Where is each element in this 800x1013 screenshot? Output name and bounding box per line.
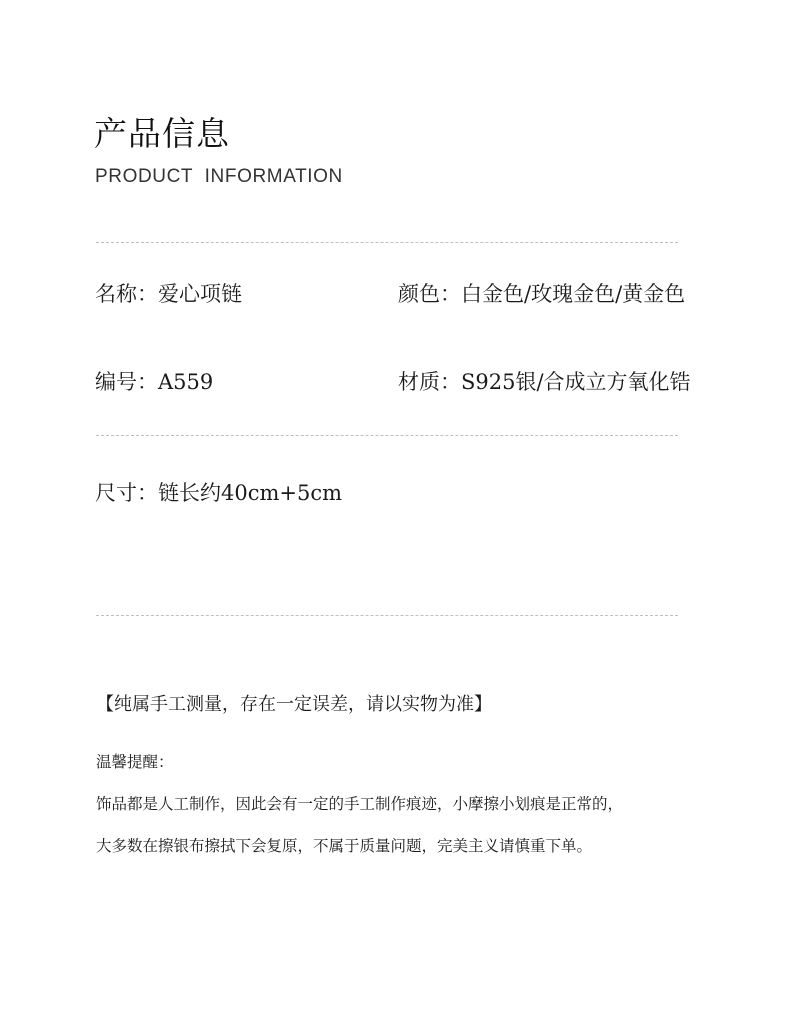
measurement-disclaimer: 【纯属手工测量，存在一定误差，请以实物为准】: [96, 694, 492, 715]
page-title: 产品信息: [94, 114, 230, 153]
product-material-field: 材质：S925银/合成立方氧化锆: [398, 370, 691, 394]
reminder-line-2: 大多数在擦银布擦拭下会复原，不属于质量问题，完美主义请慎重下单。: [96, 837, 593, 855]
product-color-field: 颜色：白金色/玫瑰金色/黄金色: [398, 282, 686, 306]
divider-top: [96, 242, 678, 243]
divider-middle: [96, 435, 678, 436]
product-size-field: 尺寸：链长约40cm+5cm: [95, 481, 343, 505]
page-subtitle: PRODUCT INFORMATION: [95, 166, 343, 187]
reminder-title: 温馨提醒：: [96, 753, 174, 771]
divider-bottom: [96, 615, 678, 616]
product-name-field: 名称：爱心项链: [95, 282, 242, 306]
product-code-field: 编号：A559: [95, 370, 214, 394]
reminder-line-1: 饰品都是人工制作，因此会有一定的手工制作痕迹，小摩擦小划痕是正常的，: [96, 795, 624, 813]
